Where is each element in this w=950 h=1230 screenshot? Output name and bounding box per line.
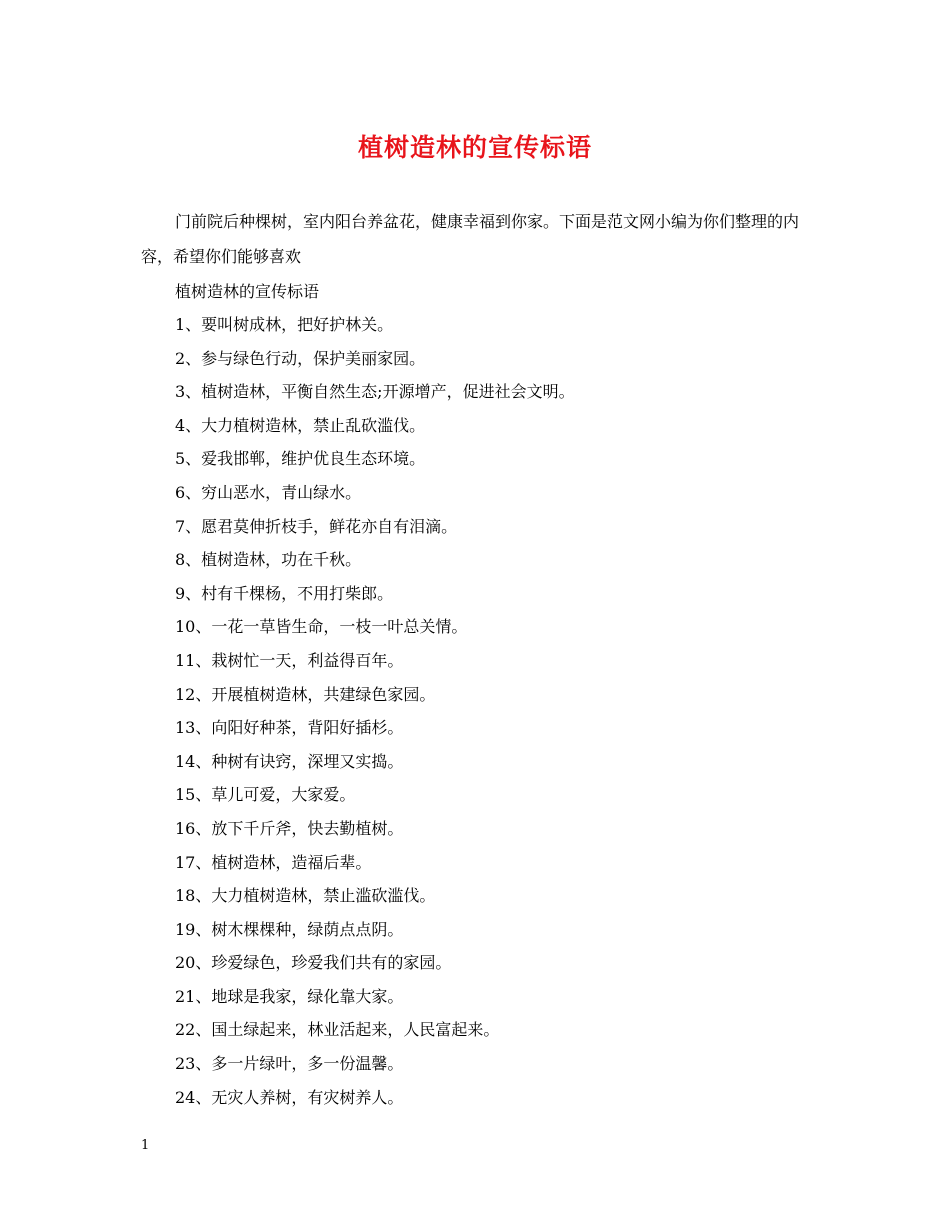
slogan-item: 4、大力植树造林，禁止乱砍滥伐。 bbox=[175, 415, 426, 435]
slogan-item: 7、愿君莫伸折枝手，鲜花亦自有泪滴。 bbox=[175, 516, 458, 536]
slogan-item: 1、要叫树成林，把好护林关。 bbox=[175, 315, 394, 334]
slogan-item: 17、植树造林，造福后辈。 bbox=[175, 852, 372, 872]
intro-paragraph: 门前院后种棵树，室内阳台养盆花，健康幸福到你家。下面是范文网小编为你们整理的内容，希望你们能够喜欢 bbox=[141, 212, 800, 266]
slogan-item: 8、植树造林，功在千秋。 bbox=[175, 550, 362, 570]
page-number: 1 bbox=[141, 1138, 150, 1153]
slogan-item: 18、大力植树造林，禁止滥砍滥伐。 bbox=[175, 886, 436, 906]
slogan-item: 5、爱我邯郸，维护优良生态环境。 bbox=[175, 449, 426, 469]
slogan-item: 22、国土绿起来，林业活起来，人民富起来。 bbox=[175, 1020, 500, 1040]
slogan-item: 3、植树造林，平衡自然生态;开源增产，促进社会文明。 bbox=[175, 382, 575, 402]
slogan-item: 14、种树有诀窍，深埋又实捣。 bbox=[175, 751, 404, 771]
page-title: 植树造林的宣传标语 bbox=[357, 133, 592, 162]
slogan-item: 21、地球是我家，绿化靠大家。 bbox=[175, 986, 404, 1006]
slogan-item: 20、珍爱绿色，珍爱我们共有的家园。 bbox=[175, 953, 452, 973]
slogan-item: 15、草儿可爱，大家爱。 bbox=[175, 785, 356, 805]
slogan-item: 12、开展植树造林，共建绿色家园。 bbox=[175, 684, 436, 704]
slogan-item: 6、穷山恶水，青山绿水。 bbox=[175, 482, 362, 502]
slogan-list bbox=[175, 308, 575, 1114]
slogan-item: 24、无灾人养树，有灾树养人。 bbox=[175, 1087, 404, 1107]
slogan-item: 23、多一片绿叶，多一份温馨。 bbox=[175, 1054, 404, 1074]
section-heading: 植树造林的宣传标语 bbox=[175, 282, 320, 301]
slogan-item: 13、向阳好种茶，背阳好插杉。 bbox=[175, 718, 404, 738]
slogan-item: 19、树木棵棵种，绿荫点点阴。 bbox=[175, 919, 404, 939]
slogan-item: 2、参与绿色行动，保护美丽家园。 bbox=[175, 348, 426, 368]
slogan-item: 10、一花一草皆生命，一枝一叶总关情。 bbox=[175, 617, 468, 637]
slogan-item: 16、放下千斤斧，快去勤植树。 bbox=[175, 818, 404, 838]
slogan-item: 11、栽树忙一天，利益得百年。 bbox=[175, 650, 404, 670]
slogan-item: 9、村有千棵杨，不用打柴郎。 bbox=[175, 583, 394, 603]
